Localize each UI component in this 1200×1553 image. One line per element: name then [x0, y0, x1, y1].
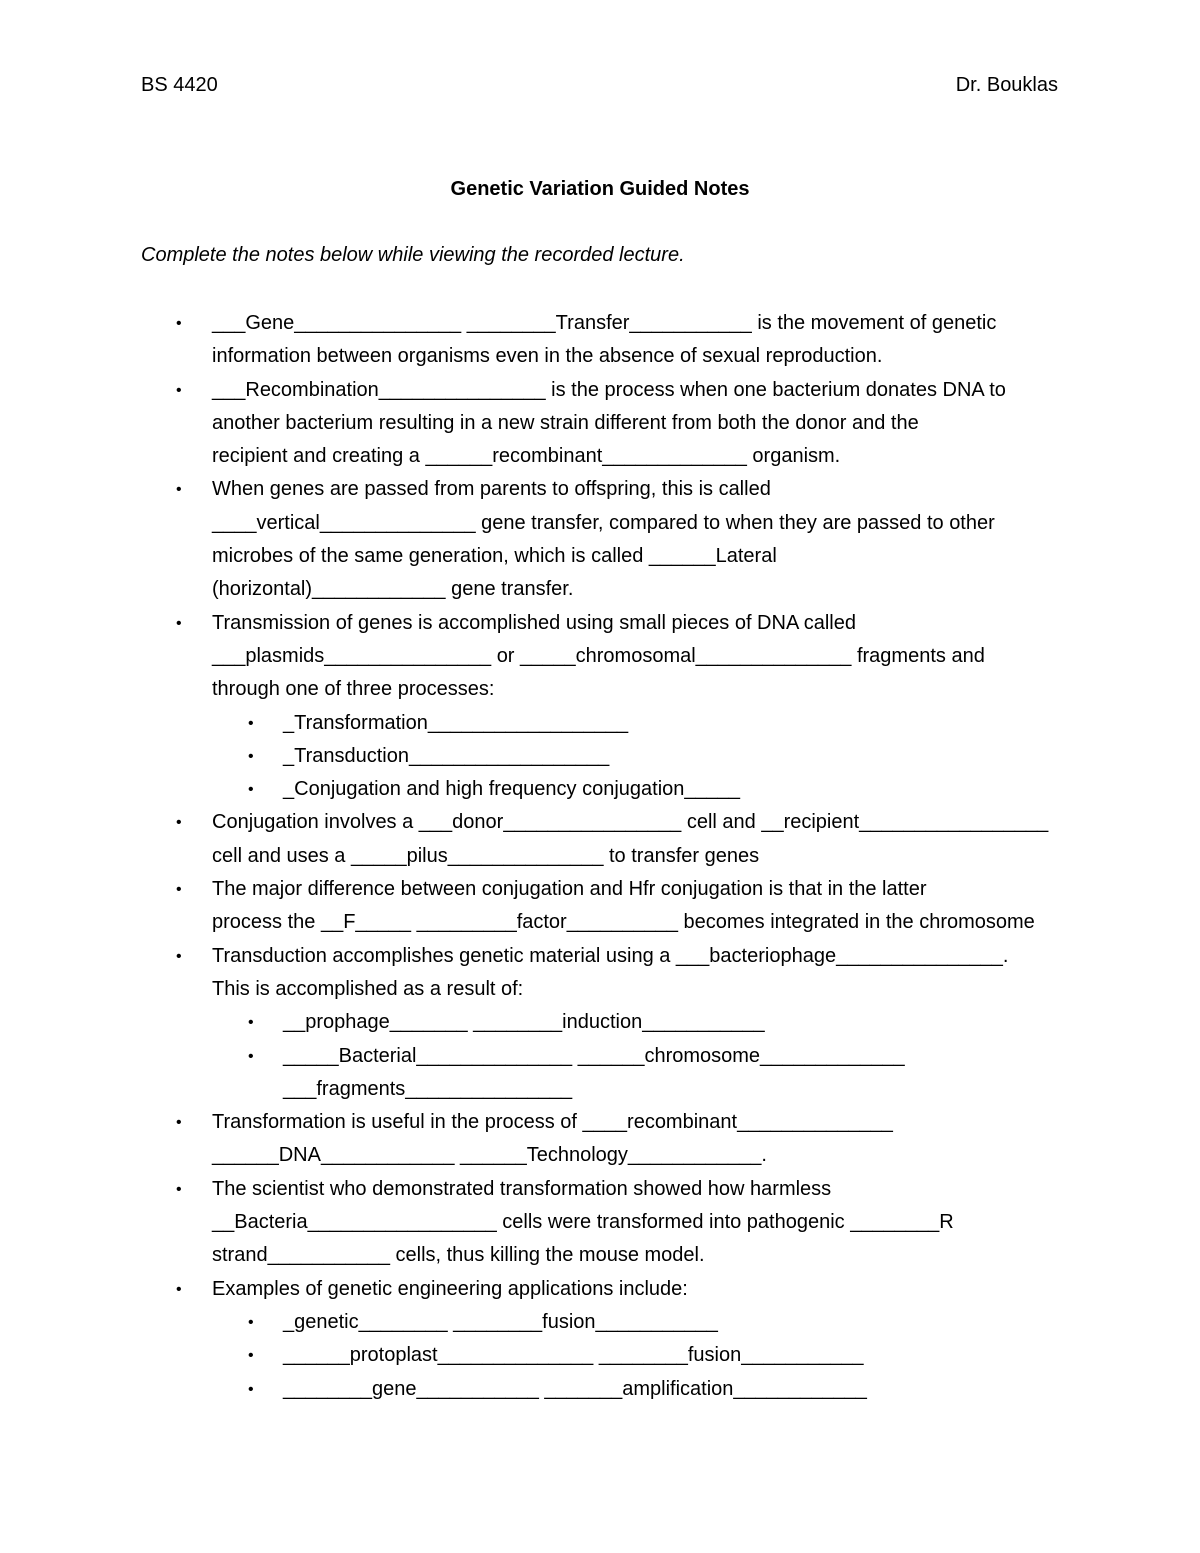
note-line: • ___Recombination_______________ is the process when one bacterium donates DNA to — [212, 378, 1006, 401]
notes-list — [0, 307, 1200, 1406]
course-code: BS 4420 — [141, 74, 218, 96]
note-line: cell and uses a _____pilus______________ to transfer genes — [212, 844, 760, 867]
bullet-item — [0, 607, 1200, 707]
sub-bullet-item — [0, 1306, 1200, 1339]
bullet-item — [0, 307, 1200, 374]
bullet-item — [0, 1106, 1200, 1173]
instructions: Complete the notes below while viewing the recorded lecture. — [141, 244, 685, 266]
note-line: process the __F_____ _________factor__________ becomes integrated in the chromosome — [212, 911, 1035, 934]
note-line: through one of three processes: — [212, 678, 495, 701]
note-line: strand___________ cells, thus killing the mouse model. — [212, 1244, 705, 1267]
sub-bullet-item — [0, 1006, 1200, 1039]
note-line: • Transformation is useful in the process of ____recombinant______________ — [212, 1111, 893, 1134]
note-line: __Bacteria_________________ cells were transformed into pathogenic ________R — [212, 1211, 954, 1234]
note-line: • ______protoplast______________ ________fusion___________ — [283, 1344, 864, 1367]
bullet-item — [0, 473, 1200, 606]
note-line: • _____Bacterial______________ ______chromosome_____________ — [283, 1044, 905, 1067]
note-line: microbes of the same generation, which is called ______Lateral — [212, 545, 777, 568]
note-line: • _genetic________ ________fusion___________ — [283, 1310, 718, 1333]
note-line: ______DNA____________ ______Technology____________. — [212, 1144, 767, 1167]
note-line: ____vertical______________ gene transfer, compared to when they are passed to other — [212, 511, 995, 534]
note-line: • The major difference between conjugation and Hfr conjugation is that in the latter — [212, 878, 927, 901]
note-line: ___fragments_______________ — [283, 1077, 573, 1100]
sub-bullet-item — [0, 773, 1200, 806]
note-line: • When genes are passed from parents to offspring, this is called — [212, 478, 771, 501]
bullet-item — [0, 374, 1200, 474]
note-line: • Conjugation involves a ___donor________________ cell and __recipient_________________ — [212, 811, 1049, 834]
note-line: • _Transduction__________________ — [283, 744, 610, 767]
note-line: • _Transformation__________________ — [283, 711, 629, 734]
note-line: information between organisms even in the absence of sexual reproduction. — [212, 345, 883, 368]
bullet-item — [0, 940, 1200, 1007]
sub-bullet-item — [0, 1373, 1200, 1406]
sub-bullet-item — [0, 1040, 1200, 1107]
note-line: • Examples of genetic engineering applications include: — [212, 1277, 688, 1300]
document-title: Genetic Variation Guided Notes — [450, 178, 750, 200]
note-line: ___plasmids_______________ or _____chromosomal______________ fragments and — [212, 644, 985, 667]
bullet-item — [0, 873, 1200, 940]
note-line: • Transduction accomplishes genetic material using a ___bacteriophage_______________. — [212, 944, 1009, 967]
note-line: This is accomplished as a result of: — [212, 977, 524, 1000]
instructor-name: Dr. Bouklas — [955, 74, 1058, 96]
note-line: • Transmission of genes is accomplished using small pieces of DNA called — [212, 611, 856, 634]
note-line: (horizontal)____________ gene transfer. — [212, 578, 574, 601]
note-line: • __prophage_______ ________induction___________ — [283, 1011, 765, 1034]
bullet-item — [0, 1173, 1200, 1273]
bullet-item — [0, 1273, 1200, 1306]
note-line: recipient and creating a ______recombinant_____________ organism. — [212, 445, 841, 468]
sub-bullet-item — [0, 1339, 1200, 1372]
note-line: • _Conjugation and high frequency conjugation_____ — [283, 778, 741, 801]
bullet-item — [0, 806, 1200, 873]
note-line: another bacterium resulting in a new strain different from both the donor and the — [212, 411, 919, 434]
note-line: • The scientist who demonstrated transformation showed how harmless — [212, 1177, 832, 1200]
note-line: • ___Gene_______________ ________Transfer___________ is the movement of genetic — [212, 312, 997, 334]
note-line: • ________gene___________ _______amplification____________ — [283, 1377, 867, 1400]
sub-bullet-item — [0, 707, 1200, 740]
sub-bullet-item — [0, 740, 1200, 773]
